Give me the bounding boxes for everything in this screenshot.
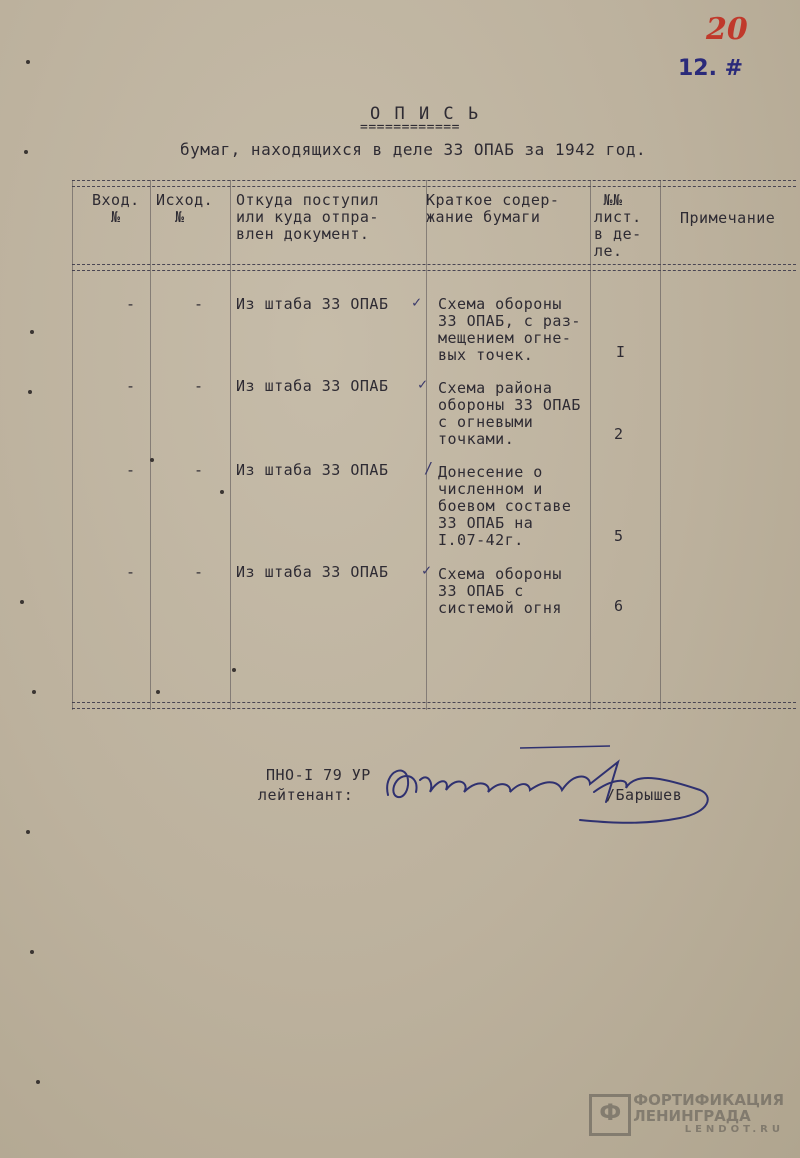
watermark-logo-icon: Ф (589, 1094, 631, 1136)
row-4-outgoing: - (194, 563, 204, 581)
header-source: Откуда поступил или куда отпра- влен документ. (236, 191, 379, 243)
binding-hole (220, 490, 224, 494)
binding-hole (150, 458, 154, 462)
check-mark-icon: ✓ (418, 375, 428, 393)
table-bottom-border (72, 702, 796, 703)
row-1-source: Из штаба 33 ОПАБ (236, 295, 389, 313)
row-3-source: Из штаба 33 ОПАБ (236, 461, 389, 479)
table-top-border (72, 180, 796, 181)
handwritten-mark: 12. # (678, 56, 744, 81)
site-watermark (599, 1091, 784, 1136)
document-subtitle: бумаг, находящихся в деле 33 ОПАБ за 1942 год. (180, 140, 647, 159)
header-outgoing: Исход. № (156, 191, 214, 226)
table-top-border-2 (72, 186, 796, 187)
check-mark-icon: ✓ (412, 293, 422, 311)
row-3-incoming: - (126, 461, 136, 479)
table-bottom-border-2 (72, 708, 796, 709)
sheet-number-red: 20 (706, 12, 748, 47)
table-header-border (72, 264, 796, 265)
header-note: Примечание (680, 209, 776, 227)
watermark-site: LENDOT.RU (684, 1124, 784, 1135)
binding-hole (26, 830, 30, 834)
row-1-outgoing: - (194, 295, 204, 313)
binding-hole (26, 60, 30, 64)
table-header-border-2 (72, 270, 796, 271)
document-heading: О П И С Ь (370, 104, 481, 124)
handwritten-signature (380, 740, 730, 830)
column-divider (660, 180, 661, 710)
check-mark-icon: ✓ (422, 561, 432, 579)
heading-underline: ============ (360, 120, 460, 135)
binding-hole (232, 668, 236, 672)
row-3-outgoing: - (194, 461, 204, 479)
row-1-incoming: - (126, 295, 136, 313)
row-4-sheets: 6 (614, 597, 624, 615)
column-divider (72, 180, 73, 710)
row-2-sheets: 2 (614, 425, 624, 443)
header-summary: Краткое содер- жание бумаги (426, 191, 560, 226)
binding-hole (24, 150, 28, 154)
binding-hole (156, 690, 160, 694)
row-3-sheets: 5 (614, 527, 624, 545)
column-divider (230, 180, 231, 710)
binding-hole (30, 330, 34, 334)
watermark-line2: ЛЕНИНГРАДА (633, 1107, 751, 1125)
header-sheets: №№ лист. в де- ле. (594, 191, 642, 260)
check-mark-icon: / (424, 459, 434, 477)
row-1-sheets: I (616, 343, 626, 361)
watermark-line1: ФОРТИФИКАЦИЯ (633, 1091, 784, 1109)
signatory-position: ПНО-I 79 УР (266, 766, 371, 784)
row-2-incoming: - (126, 377, 136, 395)
binding-hole (28, 390, 32, 394)
row-4-summary: Схема обороны 33 ОПАБ с системой огня (438, 565, 562, 617)
row-3-summary: Донесение о численном и боевом составе 33 ОПАБ на I.07-42г. (438, 463, 572, 549)
column-divider (590, 180, 591, 710)
row-4-incoming: - (126, 563, 136, 581)
binding-hole (32, 690, 36, 694)
binding-hole (36, 1080, 40, 1084)
column-divider (426, 180, 427, 710)
row-2-outgoing: - (194, 377, 204, 395)
row-4-source: Из штаба 33 ОПАБ (236, 563, 389, 581)
row-1-summary: Схема обороны 33 ОПАБ, с раз- мещением огне- вых точек. (438, 295, 581, 364)
row-2-summary: Схема района обороны 33 ОПАБ с огневыми точками. (438, 379, 581, 448)
signatory-name: /Барышев (606, 786, 683, 804)
binding-hole (30, 950, 34, 954)
column-divider (150, 180, 151, 710)
signatory-rank: лейтенант: (258, 786, 354, 804)
binding-hole (20, 600, 24, 604)
row-2-source: Из штаба 33 ОПАБ (236, 377, 389, 395)
header-incoming: Вход. № (92, 191, 140, 226)
